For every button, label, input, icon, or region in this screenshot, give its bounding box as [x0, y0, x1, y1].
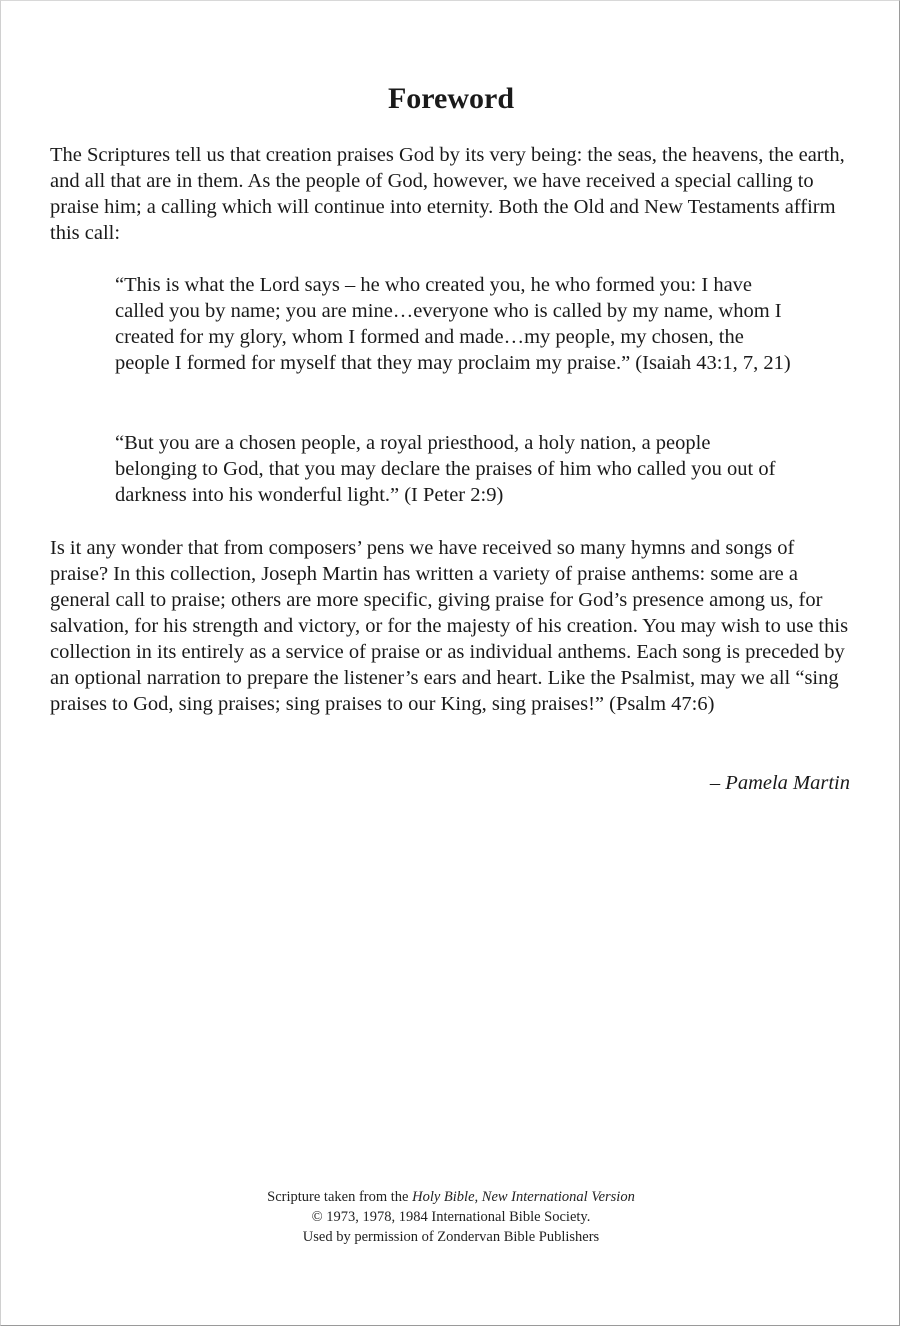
footer-line-source: [1, 1187, 900, 1207]
author-signature: – Pamela Martin: [709, 772, 850, 794]
copyright-footer: [1, 1187, 900, 1247]
intro-paragraph: The Scriptures tell us that creation praises God by its very being: the seas, the heavens, the earth, and all that are in them. As the people of God, however, we have received a special calling to praise him; a calling which will continue into eternity. Both the Old and New Testaments affirm this call:: [50, 144, 845, 244]
footer-line-copyright: © 1973, 1978, 1984 International Bible Society.: [311, 1209, 591, 1225]
footer-line-permission: Used by permission of Zondervan Bible Publishers: [302, 1229, 600, 1245]
page-title: Foreword: [387, 82, 515, 115]
footer-source-prefix: Scripture taken from the: [267, 1189, 413, 1205]
body-paragraph: Is it any wonder that from composers’ pens we have received so many hymns and songs of praise? In this collection, Joseph Martin has written a variety of praise anthems: some are a general call to praise; others are more specific, giving praise for God’s presence among us, for salvation, for his strength and victory, or for the majesty of his creation. You may wish to use this collection in its entirely as a service of praise or as individual anthems. Each song is preceded by an optional narration to prepare the listener’s ears and heart. Like the Psalmist, may we all “sing praises to God, sing praises; sing praises to our King, sing praises!” (Psalm 47:6): [50, 537, 849, 715]
footer-bible-title: Holy Bible, New International Version: [412, 1189, 635, 1205]
scripture-quote-isaiah: “This is what the Lord says – he who created you, he who formed you: I have called you by name; you are mine…everyone who is called by my name, whom I created for my glory, whom I formed and made…my people, my chosen, the people I formed for myself that they may proclaim my praise.” (Isaiah 43:1, 7, 21): [115, 274, 791, 374]
scripture-quote-peter: “But you are a chosen people, a royal priesthood, a holy nation, a people belonging to God, that you may declare the praises of him who called you out of darkness into his wonderful light.” (I Peter 2:9): [115, 432, 776, 506]
